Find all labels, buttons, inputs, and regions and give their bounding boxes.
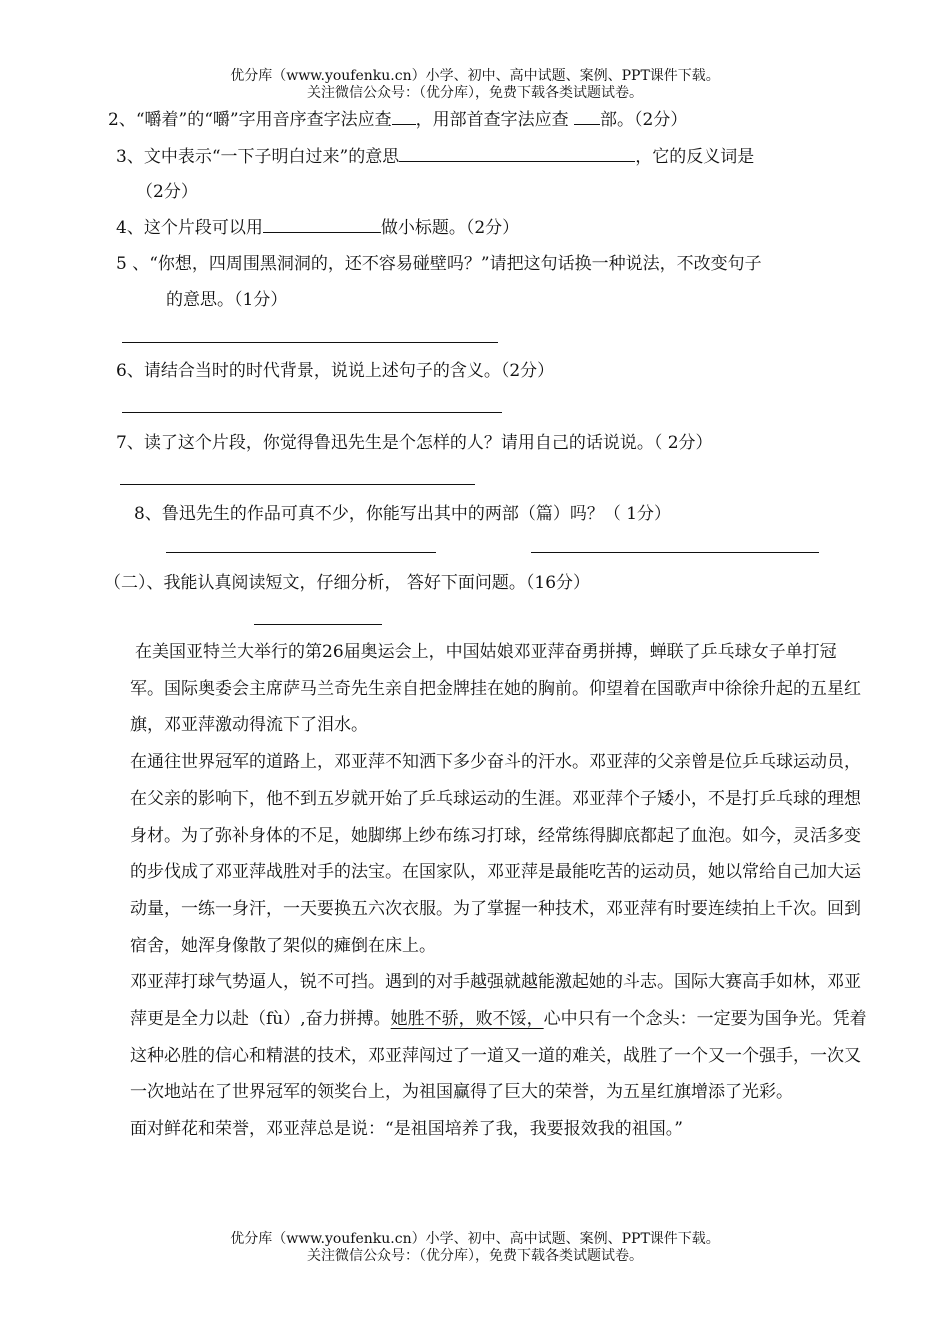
question-3 xyxy=(116,145,754,168)
question-8: 8、鲁迅先生的作品可真不少，你能写出其中的两部（篇）吗？（ 1分） xyxy=(134,504,672,524)
answer-line-q5[interactable] xyxy=(122,342,498,343)
question-2-text-c: 部。（2分） xyxy=(600,110,688,130)
question-2-text-b: ，用部首查字法应查 xyxy=(415,110,569,130)
question-6: 6、请结合当时的时代背景，说说上述句子的含义。（2分） xyxy=(116,361,555,381)
passage-paragraph-1: 在美国亚特兰大举行的第26届奥运会上，中国姑娘邓亚萍奋勇拼搏，蝉联了乒乓球女子单打冠军。国际奥委会主席萨马兰奇先生亲自把金牌挂在她的胸前。仰望着在国歌声中徐徐升起的五星红旗，邓亚萍激动得流下了泪水。 xyxy=(130,642,861,736)
passage-paragraph-4: 面对鲜花和荣誉，邓亚萍总是说：“是祖国培养了我，我要报效我的祖国。” xyxy=(130,1119,683,1140)
header-line-1: 优分库（www.youfenku.cn）小学、初中、高中试题、案例、PPT课件下载。 xyxy=(230,68,720,84)
question-4-text-a: 4、这个片段可以用 xyxy=(116,218,263,238)
question-2-text-a: 2、“嚼着”的“嚼”字用音序查字法应查 xyxy=(108,110,392,130)
title-blank-line[interactable] xyxy=(254,624,382,625)
footer-line-2: 关注微信公众号：（优分库），免费下载各类试题试卷。 xyxy=(307,1248,643,1264)
answer-line-q6[interactable] xyxy=(122,412,502,413)
answer-line-q7[interactable] xyxy=(120,484,475,485)
passage-paragraph-3 xyxy=(130,964,870,1111)
footer-line-1: 优分库（www.youfenku.cn）小学、初中、高中试题、案例、PPT课件下载。 xyxy=(230,1231,720,1247)
question-7: 7、读了这个片段，你觉得鲁迅先生是个怎样的人？请用自己的话说说。（ 2分） xyxy=(116,433,713,453)
answer-line-q8-second[interactable] xyxy=(531,552,819,553)
answer-blank-q4-title[interactable] xyxy=(263,216,381,233)
passage-paragraph-2: 在通往世界冠军的道路上，邓亚萍不知洒下多少奋斗的汗水。邓亚萍的父亲曾是位乒乓球运动员，在父亲的影响下，他不到五岁就开始了乒乓球运动的生涯。邓亚萍个子矮小，不是打乒乓球的理想身材。为了弥补身体的不足，她脚绑上纱布练习打球，经常练得脚底都起了血泡。如今，灵活多变的步伐成了邓亚萍战胜对手的法宝。在国家队，邓亚萍是最能吃苦的运动员，她以常给自己加大运动量，一练一身汗，一天要换五六次衣服。为了掌握一种技术，邓亚萍有时要连续拍上千次。回到宿舍，她浑身像散了架似的瘫倒在床上。 xyxy=(130,752,861,956)
header-line-2: 关注微信公众号：（优分库），免费下载各类试题试卷。 xyxy=(307,85,643,101)
question-3-text-a: 3、文中表示“一下子明白过来”的意思 xyxy=(116,147,400,167)
answer-blank-q3-meaning[interactable] xyxy=(399,145,635,162)
passage-paragraph-3-b: 心中只有一个念头：一定要为国争光。凭着这种必胜的信心和精湛的技术，邓亚萍闯过了一道又一道的难关，战胜了一个又一个强手，一次又一次地站在了世界冠军的领奖台上，为祖国赢得了巨大的荣誉，为五星红旗增添了光彩。 xyxy=(130,1009,867,1103)
question-3-text-b: ，它的反义词是 xyxy=(635,147,755,167)
answer-blank-q2-radical[interactable] xyxy=(574,108,600,125)
question-5-line-1: 5 、“你想，四周围黑洞洞的，还不容易碰壁吗？”请把这句话换一种说法，不改变句子 xyxy=(116,254,762,274)
question-4-text-b: 做小标题。（2分） xyxy=(380,218,520,238)
passage-paragraph-3-a: 邓亚萍打球气势逼人，锐不可挡。遇到的对手越强就越能激起她的斗志。国际大赛高手如林，邓亚萍更是全力以赴（fù）,奋力拼搏。 xyxy=(130,972,861,1030)
answer-blank-q2-letter[interactable] xyxy=(392,108,416,125)
section-2-heading: （二）、我能认真阅读短文，仔细分析， 答好下面问题。（16分） xyxy=(104,573,591,593)
question-2 xyxy=(108,108,687,131)
question-4 xyxy=(116,216,519,239)
reading-passage xyxy=(130,634,870,1148)
question-5-line-2: 的意思。（1分） xyxy=(166,290,288,310)
answer-line-q8-first[interactable] xyxy=(166,552,436,553)
question-3-score: （2分） xyxy=(136,182,198,202)
underlined-sentence: 她胜不骄，败不馁， xyxy=(390,1009,544,1030)
